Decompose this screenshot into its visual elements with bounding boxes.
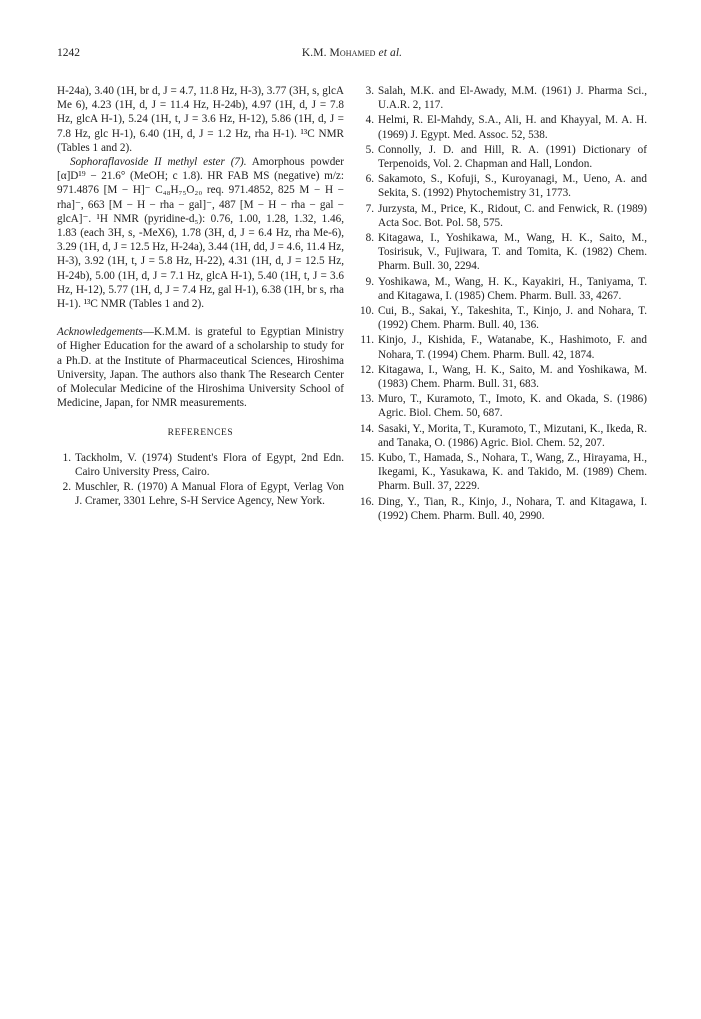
reference-list-left [57, 451, 344, 509]
reference-number: 5. [365, 143, 374, 156]
reference-number: 6. [365, 173, 374, 186]
reference-number: 11. [360, 334, 374, 347]
reference-text: Sasaki, Y., Morita, T., Kuramoto, T., Mizutani, K., Ikeda, R. and Tanaka, O. (1986) Agric. Biol. Chem. 52, 207. [378, 422, 647, 449]
reference-number: 16. [360, 495, 374, 508]
right-column [360, 84, 647, 524]
reference-text: Connolly, J. D. and Hill, R. A. (1991) Dictionary of Terpenoids, Vol. 2. Chapman and Hall, London. [378, 143, 647, 171]
reference-number: 15. [360, 452, 374, 465]
reference-number: 14. [360, 422, 374, 435]
reference-item [360, 172, 647, 200]
reference-number: 3. [365, 85, 374, 97]
reference-item [360, 333, 647, 361]
reference-item [57, 451, 344, 479]
running-header [57, 47, 647, 63]
reference-text: Salah, M.K. and El-Awady, M.M. (1961) J. Pharma Sci., U.A.R. 2, 117. [378, 85, 647, 112]
reference-text: Sakamoto, S., Kofuji, S., Kuroyanagi, M., Ueno, A. and Sekita, S. (1992) Phytochemistry 31, 1773. [378, 173, 647, 200]
reference-text: Muro, T., Kuramoto, T., Imoto, K. and Okada, S. (1986) Agric. Biol. Chem. 50, 687. [378, 393, 647, 420]
acknowledgements-text: —K.M.M. is grateful to Egyptian Ministry of Higher Education for the award of a scholarship to study for a Ph.D. at the Institute of Pharmaceutical Sciences, Hiroshima University, Japan. The authors also thank The Research Center of Molecular Medicine of the Hiroshima University School of Medicine, Japan, for NMR measurements. [57, 326, 344, 410]
reference-text: Kitagawa, I., Wang, H. K., Saito, M. and Yoshikawa, M. (1983) Chem. Pharm. Bull. 31, 683. [378, 363, 647, 391]
reference-text: Jurzysta, M., Price, K., Ridout, C. and Fenwick, R. (1989) Acta Soc. Bot. Pol. 58, 575. [378, 202, 647, 229]
reference-item [360, 363, 647, 391]
reference-text: Kubo, T., Hamada, S., Nohara, T., Wang, Z., Hirayama, H., Ikegami, K., Yasukawa, K. and Takido, M. (1989) Chem. Pharm. Bull. 37, 2229. [378, 452, 647, 493]
reference-text: Kitagawa, I., Yoshikawa, M., Wang, H. K., Saito, M., Tosirisuk, V., Fujiwara, T. and Tomita, K. (1982) Chem. Pharm. Bull. 30, 2294. [378, 232, 647, 273]
reference-item [360, 392, 647, 420]
reference-number: 12. [360, 363, 374, 376]
reference-number: 10. [360, 305, 374, 318]
reference-item [360, 113, 647, 141]
reference-item [57, 480, 344, 508]
reference-item [360, 143, 647, 171]
reference-number: 7. [365, 202, 374, 215]
running-title: K.M. Mohamed et al. [301, 47, 403, 59]
compound-data: Amorphous powder [α]D¹⁹ − 21.6° (MeOH; c 1.8). HR FAB MS (negative) m/z: 971.4876 [M − H]⁻ C₄₈H₇₅O₂₀ req. 971.4852, 825 M − H − rha]⁻, 663 [M − H − rha − gal]⁻, 487 [M − H − rha − gal − glcA]⁻. ¹H NMR (pyridine-d₅): 0.76, 1.00, 1.28, 1.32, 1.46, 1.83 (each 3H, s, -MeX6), 1.78 (3H, d, J = 6.4 Hz, rha Me-6), 3.29 (1H, d, J = 12.5 Hz, H-24a), 3.44 (1H, dd, J = 4.6, 11.4 Hz, H-3), 3.92 (1H, t, J = 5.8 Hz, H-22), 4.31 (1H, d, J = 12.5 Hz, H-24b), 5.00 (1H, d, J = 7.1 Hz, glcA H-1), 5.40 (1H, t, J = 3.6 Hz, H-12), 5.77 (1H, d, J = 7.4 Hz, gal H-1), 6.38 (1H, br s, rha H-1). ¹³C NMR (Tables 1 and 2). [57, 156, 344, 311]
reference-item [360, 275, 647, 303]
acknowledgements-label: Acknowledgements [57, 326, 143, 339]
left-column [57, 84, 344, 509]
reference-item [360, 231, 647, 274]
reference-text: Kinjo, J., Kishida, F., Watanabe, K., Hashimoto, F. and Nohara, T. (1994) Chem. Pharm. Bull. 42, 1874. [378, 334, 647, 361]
compound-title: Sophoraflavoside II methyl ester (7). [70, 156, 247, 169]
reference-item [360, 422, 647, 450]
references-heading: REFERENCES [167, 428, 234, 439]
reference-text: Helmi, R. El-Mahdy, S.A., Ali, H. and Khayyal, M. A. H. (1969) J. Egypt. Med. Assoc. 52, 538. [378, 114, 647, 141]
reference-text: Yoshikawa, M., Wang, H. K., Kayakiri, H., Taniyama, T. and Kitagawa, I. (1985) Chem. Pharm. Bull. 33, 4267. [378, 275, 647, 302]
reference-item [360, 495, 647, 523]
reference-text: Muschler, R. (1970) A Manual Flora of Egypt, Verlag Von J. Cramer, 3301 Lehre, S-H Service Agency, New York. [75, 481, 344, 508]
page-number: 1242 [57, 47, 80, 59]
reference-number: 4. [365, 114, 374, 127]
reference-number: 2. [62, 481, 71, 494]
reference-number: 13. [360, 393, 374, 406]
reference-text: Cui, B., Sakai, Y., Takeshita, T., Kinjo, J. and Nohara, T. (1992) Chem. Pharm. Bull. 40, 136. [378, 305, 647, 332]
reference-item [360, 84, 647, 112]
reference-text: Tackholm, V. (1974) Student's Flora of Egypt, 2nd Edn. Cairo University Press, Cairo. [75, 451, 344, 478]
reference-item [360, 304, 647, 332]
reference-number: 1. [62, 451, 71, 464]
reference-list-right [360, 84, 647, 523]
reference-number: 8. [365, 232, 374, 245]
acknowledgements [57, 325, 344, 410]
reference-item [360, 451, 647, 494]
reference-item [360, 202, 647, 230]
experimental-text-continued: H-24a), 3.40 (1H, br d, J = 4.7, 11.8 Hz, H-3), 3.77 (3H, s, glcA Me 6), 4.23 (1H, d, J = 11.4 Hz, H-24b), 4.97 (1H, d, J = 7.8 Hz, glcA H-1), 5.24 (1H, t, J = 3.6 Hz, H-12), 5.86 (1H, d, J = 7.8 Hz, glc H-1), 6.40 (1H, d, J = 1.2 Hz, rha H-1). ¹³C NMR (Tables 1 and 2). [57, 85, 344, 154]
reference-number: 9. [365, 275, 374, 288]
reference-text: Ding, Y., Tian, R., Kinjo, J., Nohara, T. and Kitagawa, I. (1992) Chem. Pharm. Bull. 40, 2990. [378, 495, 647, 522]
compound-paragraph [57, 155, 344, 311]
